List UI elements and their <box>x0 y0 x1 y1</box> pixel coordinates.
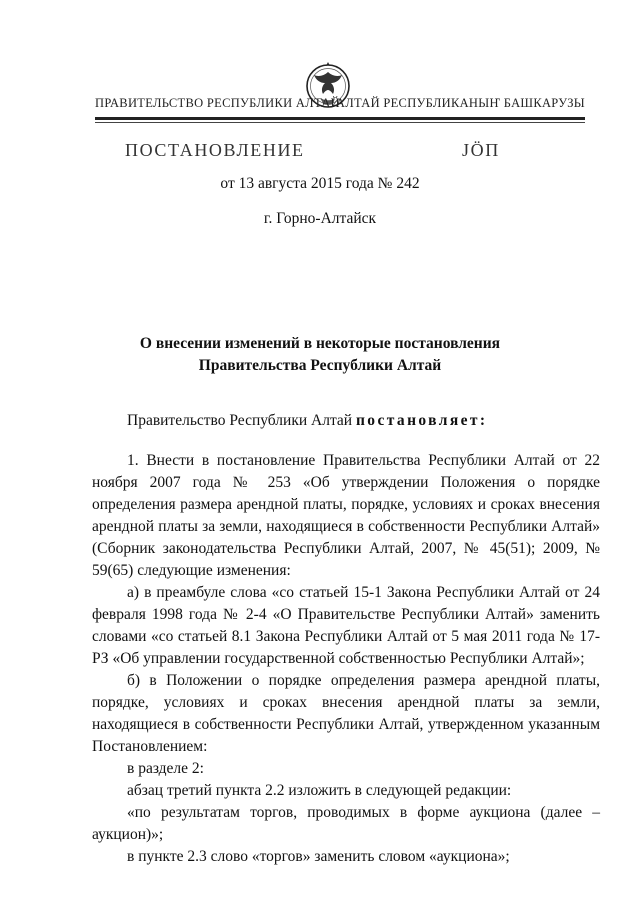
header-divider-thin <box>95 122 585 123</box>
paragraph-1: 1. Внести в постановление Правительства Республики Алтай от 22 ноября 2007 года № 253 «Об утверждении Положения о порядке определения размера арендной платы, порядке, условиях и сроках внесения арендной платы за земли, находящиеся в собственности Республики Алтай» (Сборник законодательства Республики Алтай, 2007, № 45(51); 2009, № 59(65) следующие изменения: <box>92 452 600 579</box>
document-date-number: от 13 августа 2015 года № 242 <box>220 175 420 192</box>
document-body <box>92 410 600 868</box>
org-name-altai: АЛТАЙ РЕСПУБЛИКАНЫҤ БАШКАРУЗЫ <box>335 96 585 110</box>
paragraph-7: в пункте 2.3 слово «торгов» заменить словом «аукциона»; <box>127 848 510 865</box>
preamble-verb: постановляет: <box>355 412 488 429</box>
preamble-lead: Правительство Республики Алтай <box>127 412 356 429</box>
paragraph-5: абзац третий пункта 2.2 изложить в следующей редакции: <box>127 782 512 799</box>
doctype-altai: JÖП <box>462 140 500 160</box>
paragraph-3: б) в Положении о порядке определения размера арендной платы, порядке, условиях и сроках внесения арендной платы за земли, находящиеся в собственности Республики Алтай, утвержденном указанным Постановлением: <box>92 672 600 755</box>
preamble <box>92 410 600 432</box>
paragraph-4: в разделе 2: <box>127 760 204 777</box>
paragraph-2: а) в преамбуле слова «со статьей 15-1 Закона Республики Алтай от 24 февраля 1998 года № 2-4 «О Правительстве Республики Алтай» заменить словами «со статьей 8.1 Закона Республики Алтай от 5 мая 2011 года № 17-РЗ «Об управлении государственной собственностью Республики Алтай»; <box>92 584 600 667</box>
title-line-1: О внесении изменений в некоторые постановления <box>139 335 501 352</box>
title-line-2: Правительства Республики Алтай <box>198 357 442 374</box>
org-name-russian: ПРАВИТЕЛЬСТВО РЕСПУБЛИКИ АЛТАЙ <box>95 96 340 110</box>
paragraph-6: «по результатам торгов, проводимых в форме аукциона (далее – аукцион)»; <box>92 804 600 843</box>
header-row <box>95 96 585 116</box>
document-title <box>0 333 640 377</box>
document-city: г. Горно-Алтайск <box>263 210 377 227</box>
header-divider-thick <box>95 117 585 120</box>
doctype-russian: ПОСТАНОВЛЕНИЕ <box>125 140 305 160</box>
